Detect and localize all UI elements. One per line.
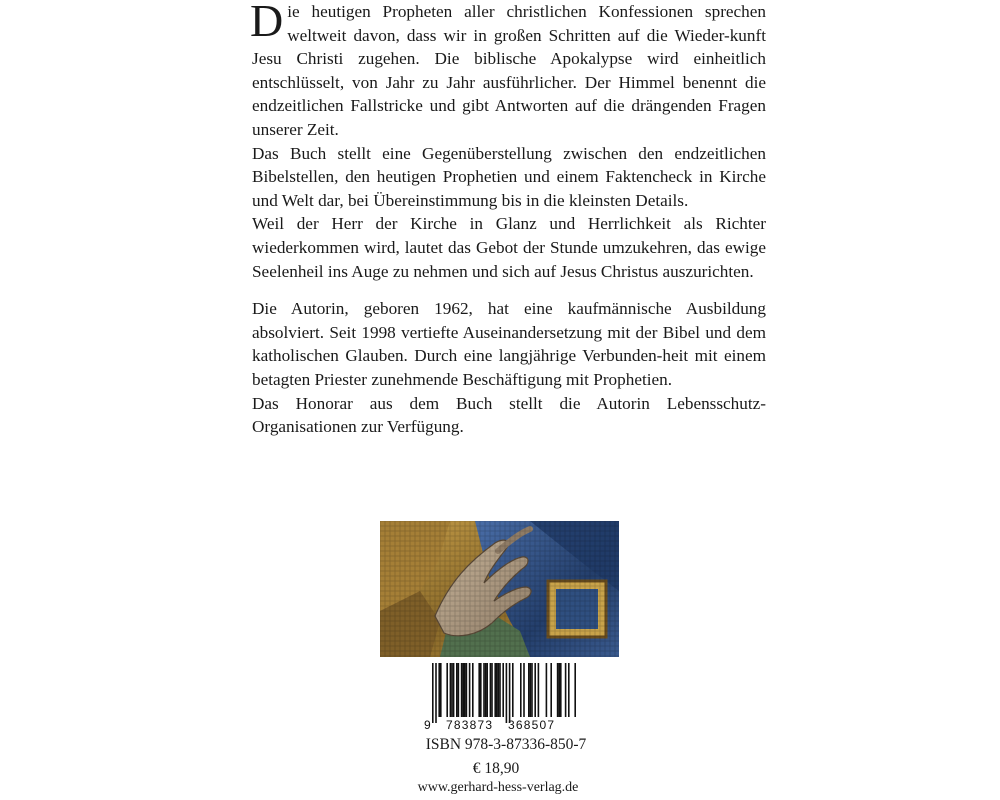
- barcode-bar: [490, 663, 492, 717]
- barcode-bar: [472, 663, 474, 717]
- isbn-label: ISBN 978-3-87336-850-7: [425, 736, 587, 753]
- drop-cap: D: [250, 0, 284, 46]
- barcode-bar: [509, 663, 511, 723]
- barcode-bar: [469, 663, 471, 717]
- barcode-bar: [491, 663, 493, 717]
- mosaic-hand-image: [380, 521, 619, 657]
- barcode-bar: [523, 663, 525, 717]
- barcode-bar: [462, 663, 464, 717]
- barcode-bar: [466, 663, 468, 717]
- barcode-bar: [494, 663, 496, 717]
- barcode-bar: [499, 663, 501, 717]
- blurb-text: [252, 0, 766, 439]
- barcode-bar: [446, 663, 448, 717]
- barcode-bar: [557, 663, 559, 717]
- barcode-bar: [574, 663, 576, 717]
- barcode-bar: [440, 663, 442, 717]
- barcode-bar: [435, 663, 437, 723]
- barcode-bar: [550, 663, 552, 717]
- barcode-bar: [456, 663, 458, 717]
- barcode-bar: [568, 663, 570, 717]
- barcode-bar: [528, 663, 530, 717]
- barcode-bar: [546, 663, 548, 717]
- barcode-bar: [560, 663, 562, 717]
- paragraph-book: Das Buch stellt eine Gegenüberstellung zwischen den endzeitlichen Bibelstellen, den heutigen Prophetien und einem Faktencheck in Kirche und Welt dar, bei Übereinstimmung bis in die kleinsten Details.: [252, 143, 766, 210]
- barcode-bar: [506, 663, 508, 723]
- paragraph-intro: [252, 0, 766, 142]
- barcode-bar: [534, 663, 536, 717]
- barcode-bar: [450, 663, 452, 717]
- barcode-bar: [451, 663, 453, 717]
- price-label: € 18,90: [472, 760, 520, 777]
- barcode-bar: [478, 663, 480, 717]
- barcode-bar: [502, 663, 504, 717]
- barcode-bar: [520, 663, 522, 717]
- barcode-bar: [558, 663, 560, 717]
- mosaic-illustration: [380, 521, 619, 657]
- barcode-bar: [538, 663, 540, 717]
- barcode-bar: [458, 663, 460, 717]
- barcode-bar: [512, 663, 514, 717]
- publisher-website: www.gerhard-hess-verlag.de: [417, 780, 579, 795]
- paragraph-intro-text: ie heutigen Propheten aller christlichen Konfessionen sprechen weltweit davon, dass wir in großen Schritten auf die Wieder-kunft Jesu Christi zugehen. Die biblische Apokalypse wird einheitlich entschlüsselt, von Jahr zu Jahr ausführlicher. Der Himmel benennt die endzeitlichen Fallstricke und gibt Antworten auf die drängenden Fragen unserer Zeit.: [252, 2, 766, 139]
- barcode-bar: [483, 663, 485, 717]
- barcode-bar: [530, 663, 532, 717]
- paragraph-honorarium: Das Honorar aus dem Buch stellt die Autorin Lebensschutz-Organisationen zur Verfügung.: [252, 393, 766, 437]
- paragraph-author: Die Autorin, geboren 1962, hat eine kaufmännische Ausbildung absolviert. Seit 1998 vertiefte Auseinandersetzung mit der Bibel und dem katholischen Glauben. Durch eine langjährige Verbunden-heit mit einem betagten Priester zunehmende Beschäftigung mit Prophetien.: [252, 299, 766, 389]
- barcode-bar: [461, 663, 463, 717]
- barcode-bar: [498, 663, 500, 717]
- barcode-bar: [531, 663, 533, 717]
- barcode-bar: [485, 663, 487, 717]
- barcode-digit-first: 9: [424, 718, 431, 732]
- barcode-bar: [453, 663, 455, 717]
- barcode-bar: [464, 663, 466, 717]
- barcode-bar: [496, 663, 498, 717]
- barcode-bar: [486, 663, 488, 717]
- barcode-bar: [565, 663, 567, 717]
- barcode-group-left: 783873: [446, 718, 494, 732]
- barcode-bar: [432, 663, 434, 723]
- barcode-bar: [480, 663, 482, 717]
- paragraph-call: Weil der Herr der Kirche in Glanz und Herrlichkeit als Richter wiederkommen wird, lautet das Gebot der Stunde umzukehren, das ewige Seelenheil ins Auge zu nehmen und sich auf Jesus Christus auszurichten.: [252, 214, 766, 281]
- barcode-group-right: 368507: [508, 718, 556, 732]
- barcode-bar: [438, 663, 440, 717]
